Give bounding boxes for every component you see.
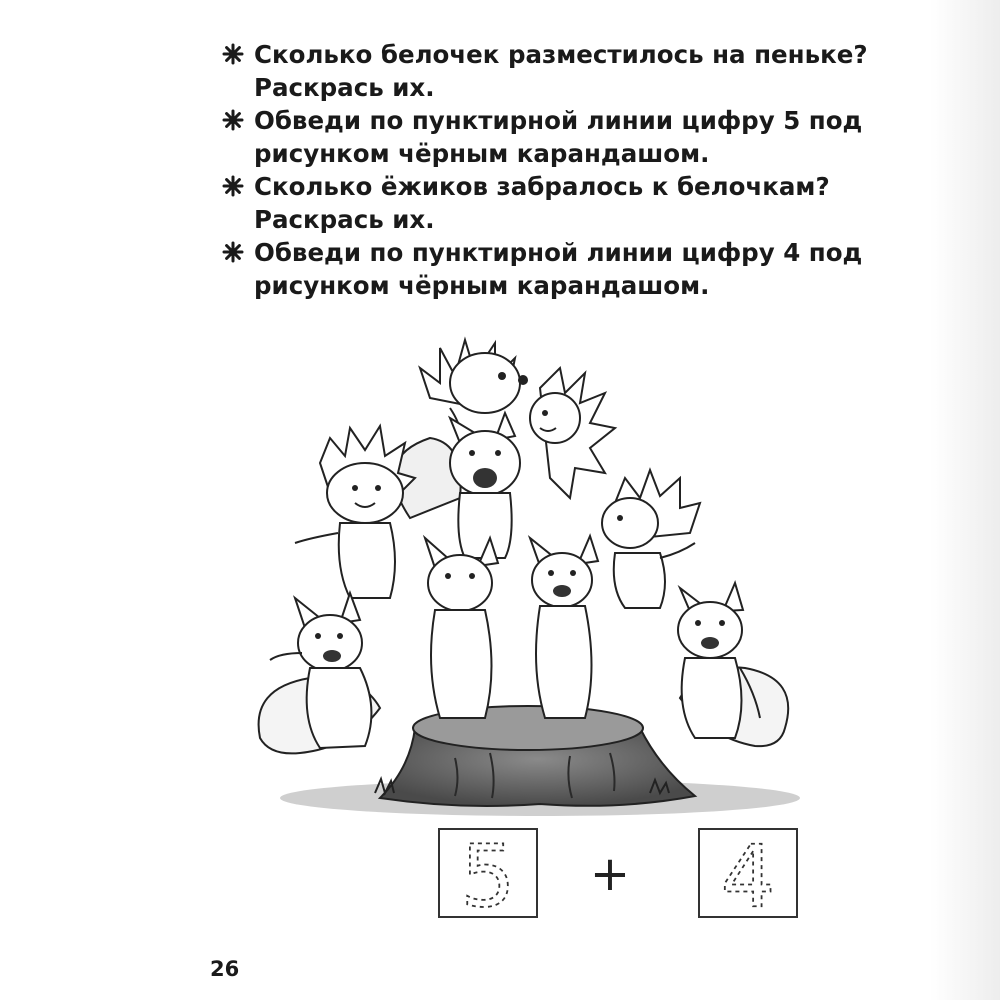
digit-4-text: 4 bbox=[720, 830, 776, 916]
hedgehog bbox=[530, 368, 615, 498]
answer-row bbox=[438, 828, 808, 928]
trace-digit-box[interactable] bbox=[698, 828, 798, 918]
instruction-line: рисунком чёрным карандашом. bbox=[254, 139, 710, 168]
squirrel bbox=[425, 538, 498, 718]
squirrel bbox=[450, 413, 520, 558]
dotted-digit-four bbox=[700, 830, 796, 916]
instruction-item bbox=[222, 104, 863, 170]
instruction-line: Обведи по пунктирной линии цифру 4 под bbox=[254, 238, 863, 267]
instruction-line: Раскрась их. bbox=[254, 205, 435, 234]
instruction-line: Сколько ёжиков забралось к белочкам? bbox=[254, 172, 830, 201]
instruction-line: Сколько белочек разместилось на пеньке? bbox=[254, 40, 868, 69]
instruction-item bbox=[222, 170, 830, 236]
plus-sign bbox=[590, 854, 630, 894]
hedgehog bbox=[602, 470, 700, 608]
squirrels-and-hedgehogs-on-stump-illustration bbox=[240, 298, 810, 818]
instruction-item bbox=[222, 38, 868, 104]
instruction-line: Раскрась их. bbox=[254, 73, 435, 102]
instructions-list bbox=[222, 38, 868, 302]
tree-stump bbox=[380, 706, 695, 806]
asterisk-bullet-icon bbox=[222, 241, 244, 263]
instruction-line: рисунком чёрным карандашом. bbox=[254, 271, 710, 300]
instruction-item bbox=[222, 236, 863, 302]
page-number: 26 bbox=[210, 957, 240, 981]
digit-5-text: 5 bbox=[460, 830, 516, 916]
dotted-digit-five bbox=[440, 830, 536, 916]
page-edge-shadow bbox=[930, 0, 1000, 1000]
plus-sign-text: + bbox=[590, 854, 630, 894]
asterisk-bullet-icon bbox=[222, 175, 244, 197]
trace-digit-box[interactable] bbox=[438, 828, 538, 918]
instruction-line: Обведи по пунктирной линии цифру 5 под bbox=[254, 106, 863, 135]
asterisk-bullet-icon bbox=[222, 43, 244, 65]
asterisk-bullet-icon bbox=[222, 109, 244, 131]
squirrel bbox=[530, 536, 598, 718]
hedgehog bbox=[295, 426, 415, 598]
